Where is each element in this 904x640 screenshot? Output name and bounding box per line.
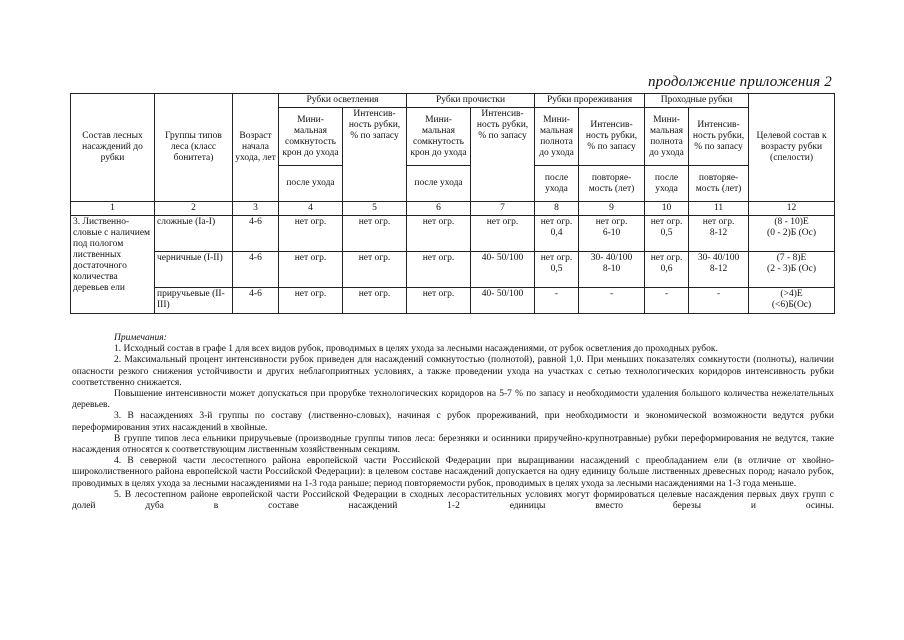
cell-c10: нет огр. 0,5: [645, 216, 689, 252]
cell-c8: -: [535, 288, 579, 314]
cell-c9: 30- 40/100 8-10: [579, 252, 645, 288]
cell-c8: нет огр. 0,5: [535, 252, 579, 288]
cell-c12: (8 - 10)Е (0 - 2)Б (Ос): [749, 216, 835, 252]
column-number-2: 2: [155, 202, 233, 216]
cell-c12: (>4)Е (<6)Б(Ос): [749, 288, 835, 314]
cell-c5: нет огр.: [343, 288, 407, 314]
cell-c6: нет огр.: [407, 252, 471, 288]
cell-age: 4-6: [233, 252, 279, 288]
cell-c11: 30- 40/100 8-12: [689, 252, 749, 288]
cell-age: 4-6: [233, 216, 279, 252]
notes-title: Примечания:: [114, 333, 167, 343]
cell-forest-type: приручьевые (II-III): [155, 288, 233, 314]
table-row: [71, 288, 835, 314]
cell-c4: нет огр.: [279, 252, 343, 288]
header-intensity-1: Интенсив- ность рубки, % по запасу: [343, 108, 407, 202]
header-min-density-1: Мини- мальная сомкнутость крон до ухода: [279, 108, 343, 166]
header-after-care-1: после ухода: [279, 166, 343, 202]
header-after-care-2: после ухода: [407, 166, 471, 202]
header-intensity-4: Интенсив- ность рубки, % по запасу: [689, 108, 749, 166]
header-repeat-1: повторяе- мость (лет): [579, 166, 645, 202]
cell-c10: нет огр. 0,6: [645, 252, 689, 288]
header-composition: Состав лесных насаждений до рубки: [71, 94, 155, 202]
cell-forest-type: сложные (Ia-I): [155, 216, 233, 252]
header-intensity-3: Интенсив- ность рубки, % по запасу: [579, 108, 645, 166]
cell-c4: нет огр.: [279, 288, 343, 314]
cell-c11: -: [689, 288, 749, 314]
header-min-full-2: Мини- мальная полнота до ухода: [645, 108, 689, 166]
cell-c10: -: [645, 288, 689, 314]
column-number-7: 7: [471, 202, 535, 216]
cell-c5: нет огр.: [343, 216, 407, 252]
notes-block: [72, 333, 834, 512]
header-group-clearing: Рубки осветления: [279, 94, 407, 108]
cell-c7: 40- 50/100: [471, 288, 535, 314]
cell-age: 4-6: [233, 288, 279, 314]
row-composition: 3. Лиственно- словые с наличием под пологом лиственных достаточного количества деревьев ели: [71, 216, 155, 314]
cell-c7: нет огр.: [471, 216, 535, 252]
column-number-1: 1: [71, 202, 155, 216]
column-number-10: 10: [645, 202, 689, 216]
header-repeat-2: повторяе- мость (лет): [689, 166, 749, 202]
header-intensity-2: Интенсив- ность рубки, % по запасу: [471, 108, 535, 202]
cell-c9: -: [579, 288, 645, 314]
table-row: [71, 216, 835, 252]
header-min-full-1: Мини- мальная полнота до ухода: [535, 108, 579, 166]
cell-c11: нет огр. 8-12: [689, 216, 749, 252]
cell-c6: нет огр.: [407, 216, 471, 252]
header-forest-type: Группы типов леса (класс бонитета): [155, 94, 233, 202]
cell-c9: нет огр. 6-10: [579, 216, 645, 252]
cell-forest-type: черничные (I-II): [155, 252, 233, 288]
cell-c12: (7 - 8)Е (2 - 3)Б (Ос): [749, 252, 835, 288]
column-number-12: 12: [749, 202, 835, 216]
note-3: 3. В насаждениях 3-й группы по составу (лиственно-словых), начиная с рубок прореживаний, при необходимости и экономической возможности ведутся рубки переформирования этих насаждений в хвойные.: [72, 411, 834, 433]
note-2b: Повышение интенсивности может допускаться при прорубке технологических коридоров на 5-7 % по запасу и необходимости удаления большого количества нежелательных деревьев.: [72, 389, 834, 411]
header-group-passage: Проходные рубки: [645, 94, 749, 108]
header-group-thinning: Рубки прореживания: [535, 94, 645, 108]
cell-c7: 40- 50/100: [471, 252, 535, 288]
header-group-cleaning: Рубки прочистки: [407, 94, 535, 108]
note-3b: В группе типов леса ельники приручьевые (производные группы типов леса: березняки и осинники приручейно-крупнотравные) рубки переформирования не ведутся, такие насаждения относятся к соответствующим лиственным хозяйственным секциям.: [72, 433, 834, 456]
table-row: [71, 252, 835, 288]
appendix-caption: продолжение приложения 2: [647, 74, 832, 90]
header-min-density-2: Мини- мальная сомкнутость крон до ухода: [407, 108, 471, 166]
column-number-11: 11: [689, 202, 749, 216]
note-2: 2. Максимальный процент интенсивности рубок приведен для насаждений сомкнутостью (полнотой), равной 1,0. При меньших показателях сомкнутости (полноты), наличии опасности резкого снижения устойчивости и других неблагоприятных условиях, а также проведении ухода на участках с сетью технологических коридоров интенсивность рубки соответственно снижается.: [72, 355, 834, 388]
column-number-row: [71, 202, 835, 216]
header-after-care-4: после ухода: [645, 166, 689, 202]
cell-c8: нет огр. 0,4: [535, 216, 579, 252]
column-number-9: 9: [579, 202, 645, 216]
column-number-8: 8: [535, 202, 579, 216]
cell-c4: нет огр.: [279, 216, 343, 252]
note-1: 1. Исходный состав в графе 1 для всех видов рубок, проводимых в целях ухода за лесными насаждениями, от рубок осветления до проходных рубок.: [114, 344, 718, 355]
header-target-composition: Целевой состав к возрасту рубки (спелости): [749, 94, 835, 202]
column-number-4: 4: [279, 202, 343, 216]
column-number-3: 3: [233, 202, 279, 216]
cell-c5: нет огр.: [343, 252, 407, 288]
note-4: 4. В северной части лесостепного района европейской части Российской Федерации при выращивании насаждений с преобладанием ели (в отличие от хвойно-широколиственного района европейской части Российской Федерации): в целевом составе насаждений допускается на одну единицу больше лиственных древесных пород; начало рубок, проводимых в целях ухода за лесными насаждениями на 1-3 года раньше; период повторяемости рубок, проводимых в целях ухода за лесными насаждениями на 1-3 года меньше.: [72, 456, 834, 489]
thinning-table: [70, 93, 835, 314]
header-start-age: Возраст начала ухода, лет: [233, 94, 279, 202]
column-number-6: 6: [407, 202, 471, 216]
cell-c6: нет огр.: [407, 288, 471, 314]
header-after-care-3: после ухода: [535, 166, 579, 202]
column-number-5: 5: [343, 202, 407, 216]
note-5: 5. В лесостепном районе европейской части Российской Федерации в сходных лесорастительных условиях могут формироваться целевые насаждения первых двух групп с долей дуба в составе насаждений 1-2 единицы вместо березы и осины.: [72, 489, 834, 512]
